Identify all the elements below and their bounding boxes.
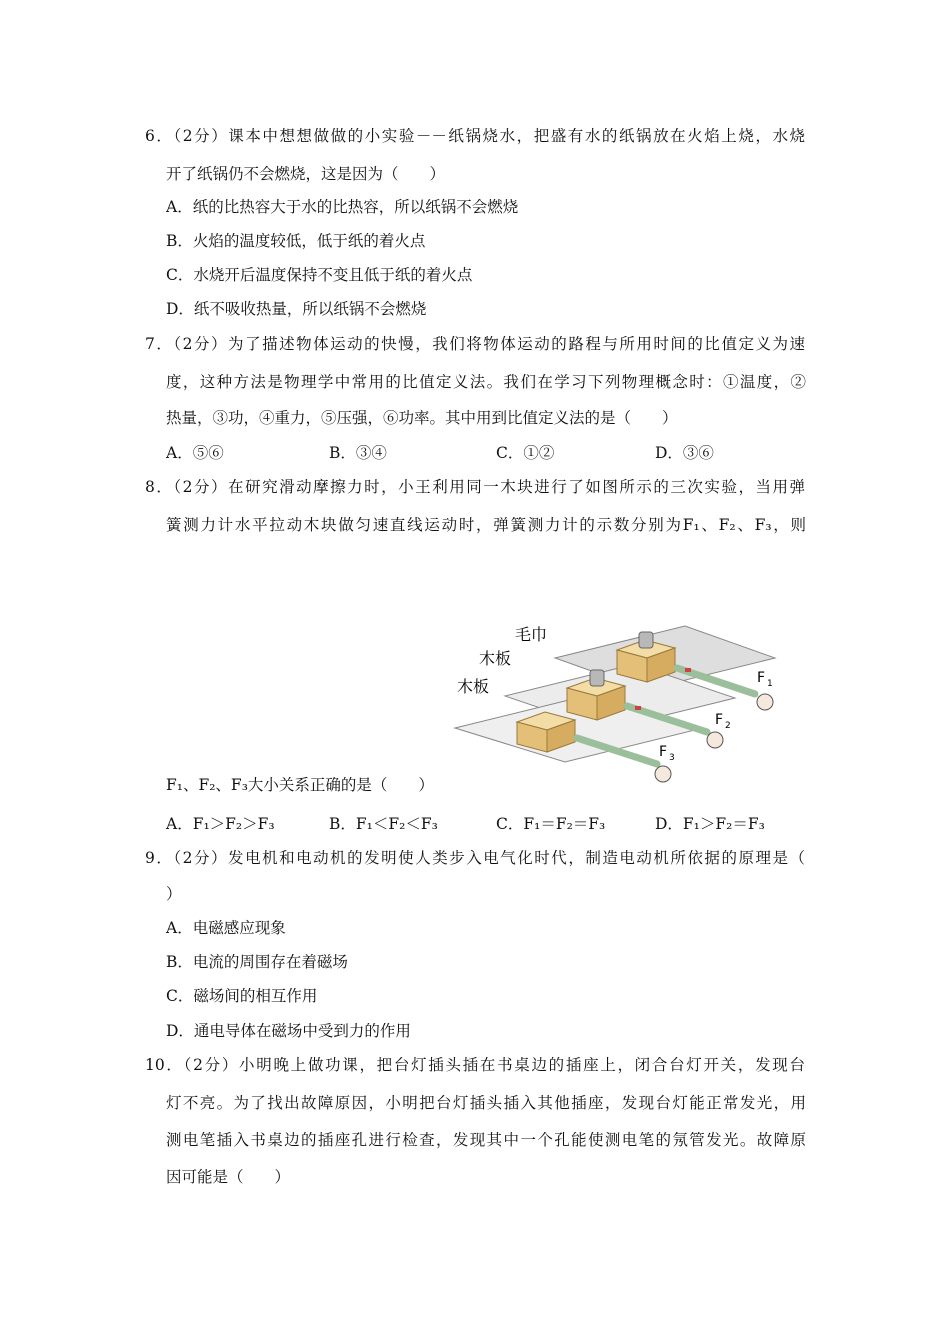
scale-2-marker [635,706,641,710]
q8-stem-line2: 簧测力计水平拉动木块做匀速直线运动时，弹簧测力计的示数分别为F₁、F₂、F₃，则 [166,516,806,534]
label-f3-sub: 3 [669,753,675,763]
q9-option-b: B．电流的周围存在着磁场 [166,953,348,971]
label-f1-sub: 1 [767,679,773,689]
label-f3: F [659,744,668,760]
scale-1-marker [685,668,691,672]
hand-2-icon [707,732,723,748]
q7-stem-line3: 热量，③功，④重力，⑤压强，⑥功率。其中用到比值定义法的是（ ） [166,409,678,427]
q8-option-a: A．F₁＞F₂＞F₃ [166,815,275,833]
q7-stem-line2: 度，这种方法是物理学中常用的比值定义法。我们在学习下列物理概念时：①温度，② [166,373,806,391]
q7-option-b: B．③④ [329,444,387,462]
q8-option-d: D．F₁＞F₂＝F₃ [655,815,765,833]
friction-experiment-figure [445,618,790,790]
q9-stem-line2: ） [166,885,182,903]
q6-option-a: A．纸的比热容大于水的比热容，所以纸锅不会燃烧 [166,198,519,216]
q7-option-a: A．⑤⑥ [166,444,224,462]
q8-option-b: B．F₁＜F₂＜F₃ [329,815,438,833]
q9-option-d: D．通电导体在磁场中受到力的作用 [166,1022,411,1040]
label-board-bottom: 木板 [457,677,490,696]
label-towel: 毛巾 [515,625,548,644]
q6-stem-line2: 开了纸锅仍不会燃烧，这是因为（ ） [166,165,446,183]
label-f2: F [715,712,724,728]
q8-stem-line1: 8．（2分）在研究滑动摩擦力时，小王利用同一木块进行了如图所示的三次实验，当用弹 [145,478,805,496]
q6-option-c: C．水烧开后温度保持不变且低于纸的着火点 [166,266,473,284]
q10-stem-line4: 因可能是（ ） [166,1168,291,1186]
q6-option-d: D．纸不吸收热量，所以纸锅不会燃烧 [166,300,427,318]
label-f2-sub: 2 [725,721,731,731]
q9-option-a: A．电磁感应现象 [166,919,286,937]
q7-stem-line1: 7．（2分）为了描述物体运动的快慢，我们将物体运动的路程与所用时间的比值定义为速 [145,335,805,353]
weight-1 [639,632,653,648]
q6-stem-line1: 6．（2分）课本中想想做做的小实验－－纸锅烧水，把盛有水的纸锅放在火焰上烧，水烧 [145,127,805,145]
q10-stem-line3: 测电笔插入书桌边的插座孔进行检查，发现其中一个孔能使测电笔的氖管发光。故障原 [166,1131,806,1149]
q10-stem-line1: 10．（2分）小明晚上做功课，把台灯插头插在书桌边的插座上，闭合台灯开关，发现台 [145,1056,805,1074]
hand-3-icon [655,766,671,782]
label-f1: F [757,670,766,686]
q8-tail: F₁、F₂、F₃大小关系正确的是（ ） [166,776,434,794]
q10-stem-line2: 灯不亮。为了找出故障原因，小明把台灯插头插入其他插座，发现台灯能正常发光，用 [166,1094,806,1112]
q8-option-c: C．F₁＝F₂＝F₃ [496,815,606,833]
q9-option-c: C．磁场间的相互作用 [166,987,318,1005]
weight-2 [590,670,604,686]
label-board-middle: 木板 [479,649,512,668]
q6-option-b: B．火焰的温度较低，低于纸的着火点 [166,232,426,250]
hand-1-icon [757,694,773,710]
q9-stem-line1: 9．（2分）发电机和电动机的发明使人类步入电气化时代，制造电动机所依据的原理是（ [145,849,805,867]
q7-option-c: C．①② [496,444,555,462]
q7-option-d: D．③⑥ [655,444,714,462]
